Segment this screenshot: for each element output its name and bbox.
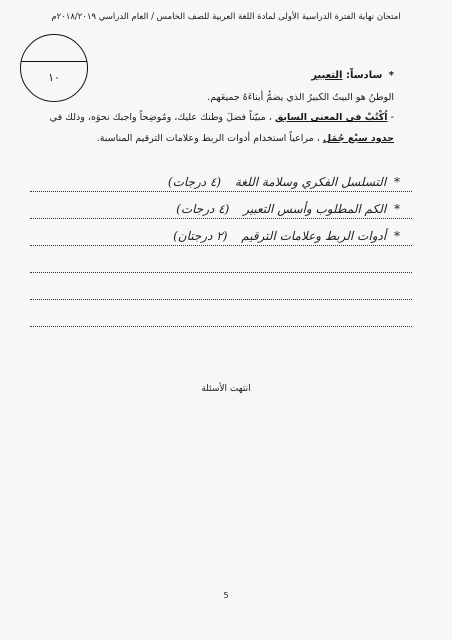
answer-line[interactable] xyxy=(30,219,412,246)
score-circle xyxy=(20,34,88,102)
section-title xyxy=(311,70,394,81)
answer-lines xyxy=(30,165,412,327)
instruction-dash: - xyxy=(390,112,394,123)
instruction-limit: حدود سبْع جُمَل xyxy=(322,133,394,144)
criterion-marks: (٤ درجات) xyxy=(176,202,230,216)
criterion-text: الكم المطلوب وأسس التعبير xyxy=(243,202,387,216)
section-number: سادساً: xyxy=(345,70,383,81)
criterion-star: * xyxy=(394,202,400,216)
criterion-marks: (٤ درجات) xyxy=(167,175,222,189)
instruction-end: ، مراعياً استخدام أدوات الربط وعلامات الترقيم المناسبة. xyxy=(96,133,320,144)
section-star: * xyxy=(388,70,394,81)
instruction-verb: اُكْتُبْ في المعنى السابق xyxy=(274,112,388,123)
criterion-star: * xyxy=(394,229,400,243)
end-of-questions: انتهت الأسئلة xyxy=(201,384,251,394)
essay-prompt: الوطنُ هو البيتُ الكبيرُ الذي يضمُّ أبناءَهُ جميعَهم. xyxy=(207,92,394,103)
section-heading: التعبير xyxy=(311,70,343,81)
handwritten-criterion xyxy=(168,175,400,189)
criterion-marks: (٢ درجتان) xyxy=(173,229,228,243)
answer-line[interactable] xyxy=(30,192,412,219)
exam-header: امتحان نهاية الفترة الدراسية الأولى لمادة اللغة العربية للصف الخامس / العام الدراسي ٢٠١٨/٢٠١٩م xyxy=(51,12,401,22)
page-number: 5 xyxy=(223,591,229,600)
criterion-text: أدوات الربط وعلامات الترقيم xyxy=(241,229,387,243)
answer-line[interactable] xyxy=(30,165,412,192)
score-value: ١٠ xyxy=(48,71,60,84)
score-divider xyxy=(21,61,87,62)
essay-instruction xyxy=(30,112,394,123)
handwritten-criterion xyxy=(173,229,400,243)
answer-line[interactable] xyxy=(30,300,412,327)
handwritten-criterion xyxy=(176,202,400,216)
answer-line[interactable] xyxy=(30,273,412,300)
criterion-star: * xyxy=(394,175,400,189)
criterion-text: التسلسل الفكري وسلامة اللغة xyxy=(234,175,387,189)
answer-line[interactable] xyxy=(30,246,412,273)
instruction-rest: ، مبيّناً فضلَ وطنك عليك، ومُوضِحاً واجبك نحوَه، وذلك في xyxy=(49,112,272,123)
essay-instruction-limit xyxy=(97,133,394,144)
